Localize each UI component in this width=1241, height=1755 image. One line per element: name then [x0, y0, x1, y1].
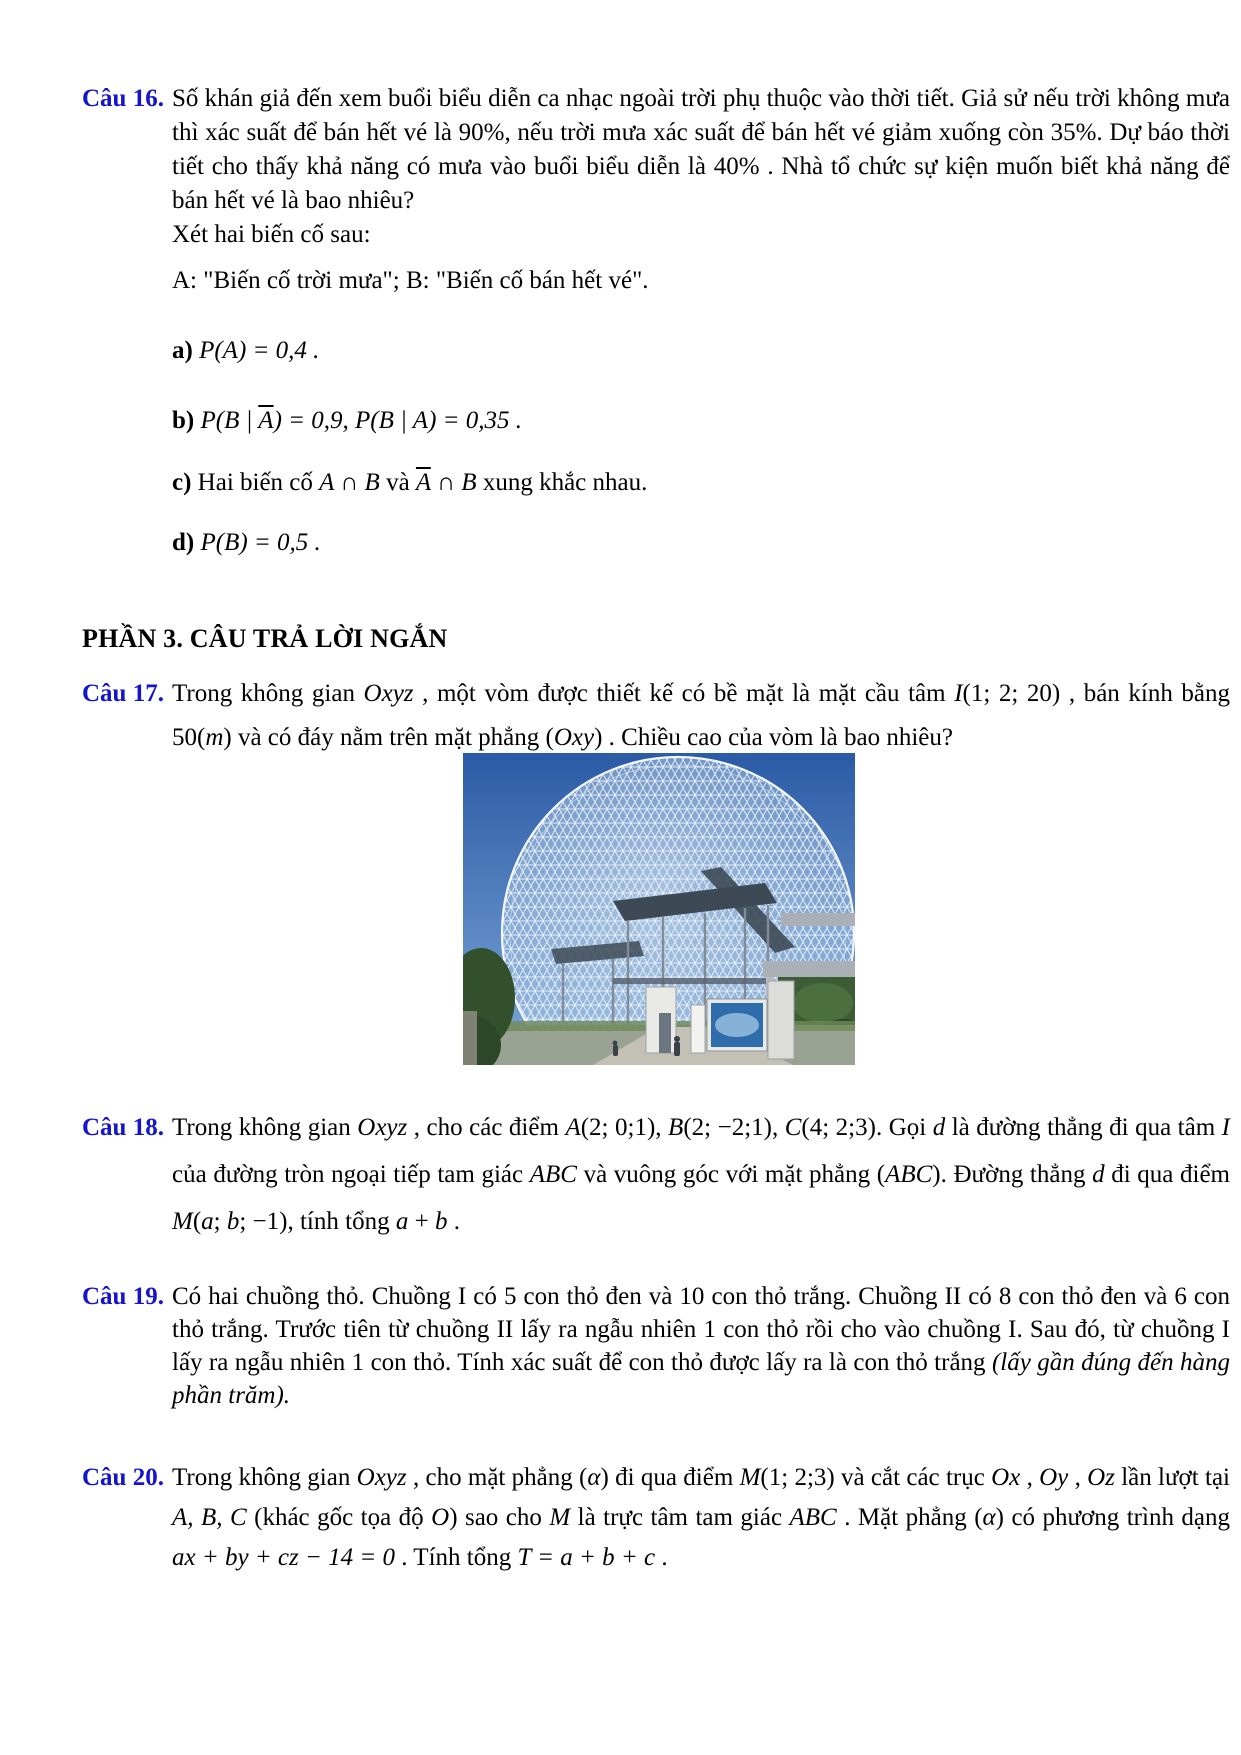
- text-run: Trong không gian: [172, 1114, 358, 1141]
- option-a-label: a): [172, 337, 193, 364]
- text-run: ). Đường thẳng: [932, 1161, 1093, 1188]
- text-run: Có hai chuồng thỏ. Chuồng I có 5 con thỏ đen và 10 con thỏ trắng. Chuồng II có 8 con thỏ đen và 6 con thỏ trắng. Trước tiên từ chuồng II lấy ra ngẫu nhiên 1 con thỏ rồi cho vào chuồng I. Sau đó, từ chuồng I lấy ra ngẫu nhiên 1 con thỏ. Tính xác suất để con thỏ được lấy ra là con thỏ trắng: [172, 1283, 1230, 1376]
- math-run: Ox: [991, 1464, 1021, 1491]
- question-19-content: [172, 1280, 1230, 1412]
- math-run: a: [201, 1208, 214, 1235]
- text-run: ;: [213, 1208, 227, 1235]
- math-run: A ∩ B: [319, 469, 380, 496]
- text-run: ,: [1020, 1464, 1040, 1491]
- math-run: A, B, C: [172, 1504, 247, 1531]
- math-run: ABC: [789, 1504, 837, 1531]
- math-run: ∩ B: [430, 469, 477, 496]
- text-run: , cho mặt phẳng (: [406, 1464, 588, 1491]
- text-run: .: [447, 1208, 460, 1235]
- text-run: . Tính tổng: [395, 1544, 518, 1571]
- text-run: , một vòm được thiết kế có bề mặt là mặt cầu tâm: [413, 680, 955, 707]
- question-17-label: Câu 17.: [82, 680, 164, 707]
- question-17-content: [172, 672, 1230, 760]
- math-run: C: [784, 1114, 802, 1141]
- text-run: và vuông góc với mặt phẳng (: [576, 1161, 886, 1188]
- text-run: ) sao cho: [449, 1504, 550, 1531]
- question-20-label: Câu 20.: [82, 1464, 164, 1491]
- text-run: ) có phương trình dạng: [995, 1504, 1231, 1531]
- text-run: .: [655, 1544, 668, 1571]
- math-run: ax + by + cz − 14 = 0: [172, 1544, 395, 1571]
- biosphere-dome-image: [463, 753, 855, 1065]
- math-run: d: [932, 1114, 946, 1141]
- math-run: A: [565, 1114, 581, 1141]
- math-run: I: [954, 680, 963, 707]
- math-run: P(B) = 0,5 .: [200, 529, 321, 556]
- text-run: ,: [1068, 1464, 1088, 1491]
- overline-run: $\overline{A}$: [258, 407, 274, 434]
- text-run: xung khắc nhau.: [476, 469, 648, 496]
- math-run: B: [668, 1114, 684, 1141]
- text-run: ) đi qua điểm: [600, 1464, 740, 1491]
- math-run: Oxy: [553, 724, 595, 751]
- text-run: , bán kính bằng 50(: [172, 680, 1231, 751]
- question-19-paragraph: [172, 1280, 1230, 1412]
- text-run: là đường thẳng đi qua tâm: [945, 1114, 1222, 1141]
- question-16-paragraph: Số khán giả đến xem buổi biểu diễn ca nhạc ngoài trời phụ thuộc vào thời tiết. Giả sử nếu trời không mưa thì xác suất để bán hết vé là 90%, nếu trời mưa xác suất để bán hết vé giảm xuống còn 35%. Dự báo thời tiết cho thấy khả năng có mưa vào buổi biểu diễn là 40% . Nhà tổ chức sự kiện muốn biết khả năng để bán hết vé là bao nhiêu?: [172, 85, 1230, 214]
- text-run: (: [192, 1208, 202, 1235]
- question-20-content: [172, 1458, 1230, 1578]
- text-run: Trong không gian: [172, 680, 364, 707]
- math-run: Oxyz: [363, 680, 414, 707]
- question-20-paragraph: [172, 1458, 1230, 1578]
- question-16-option-b: [172, 404, 1230, 438]
- text-run: (1; 2;3) và cắt các trục: [760, 1464, 992, 1491]
- text-run: (4; 2;3). Gọi: [801, 1114, 933, 1141]
- option-b-label: b): [172, 407, 195, 434]
- math-run: M: [739, 1464, 761, 1491]
- math-run: α: [982, 1504, 996, 1531]
- question-16-events: A: "Biến cố trời mưa"; B: "Biến cố bán hết vé".: [172, 267, 649, 294]
- picture-sign: [707, 999, 767, 1051]
- text-run: đi qua điểm: [1104, 1161, 1231, 1188]
- math-run: ABC: [529, 1161, 577, 1188]
- math-run: ABC: [885, 1161, 933, 1188]
- question-16-option-c: [172, 466, 1230, 500]
- question-19-label: Câu 19.: [82, 1283, 164, 1310]
- option-c-label: c): [172, 469, 192, 496]
- question-16-intro: Xét hai biến cố sau:: [172, 221, 371, 248]
- question-18-label: Câu 18.: [82, 1114, 164, 1141]
- math-run: Oz: [1087, 1464, 1115, 1491]
- math-run: O: [431, 1504, 450, 1531]
- math-run: m: [205, 724, 224, 751]
- part-3-heading: PHẦN 3. CÂU TRẢ LỜI NGẮN: [82, 624, 448, 653]
- math-run: Oy: [1039, 1464, 1069, 1491]
- text-run: . Mặt phẳng (: [836, 1504, 983, 1531]
- math-run: Oxyz: [356, 1464, 407, 1491]
- overline-run: $\overline{A}$: [415, 469, 431, 496]
- text-run: (2; 0;1),: [580, 1114, 669, 1141]
- math-run: b: [434, 1208, 448, 1235]
- math-run: P(B |: [200, 407, 259, 434]
- math-run: T = a + b + c: [517, 1544, 656, 1571]
- text-run: (2; −2;1),: [683, 1114, 785, 1141]
- math-run: α: [587, 1464, 601, 1491]
- math-run: M: [549, 1504, 571, 1531]
- text-run: là trực tâm tam giác: [570, 1504, 790, 1531]
- question-16-label: Câu 16.: [82, 85, 164, 112]
- question-18-content: [172, 1104, 1230, 1245]
- math-run: P(A) = 0,4 .: [199, 337, 320, 364]
- math-run: b: [226, 1208, 240, 1235]
- italic-note: (lấy gần đúng đến hàng phần trăm).: [172, 1349, 1230, 1409]
- math-run: ) = 0,9, P(B | A) = 0,35 .: [273, 407, 523, 434]
- math-run: d: [1092, 1161, 1105, 1188]
- text-run: (khác gốc tọa độ: [246, 1504, 432, 1531]
- question-16-option-d: [172, 526, 1230, 560]
- text-run: Hai biến cố: [197, 469, 320, 496]
- text-run: lần lượt tại: [1114, 1464, 1230, 1491]
- question-18-paragraph: [172, 1104, 1230, 1245]
- text-run: ) và có đáy nằm trên mặt phẳng (: [223, 724, 554, 751]
- question-16-content: [172, 82, 1230, 560]
- text-run: +: [408, 1208, 435, 1235]
- math-run: Oxyz: [357, 1114, 408, 1141]
- question-16-option-a: [172, 334, 1230, 368]
- math-run: M: [172, 1208, 193, 1235]
- question-17-paragraph: [172, 672, 1230, 760]
- option-d-label: d): [172, 529, 195, 556]
- text-run: Trong không gian: [172, 1464, 357, 1491]
- text-run: ) . Chiều cao của vòm là bao nhiêu?: [594, 724, 953, 751]
- text-run: và: [379, 469, 416, 496]
- text-run: của đường tròn ngoại tiếp tam giác: [172, 1161, 530, 1188]
- text-run: , cho các điểm: [407, 1114, 566, 1141]
- math-run: a: [395, 1208, 409, 1235]
- text-run: (1; 2; 20): [962, 680, 1061, 707]
- text-run: ; −1), tính tổng: [239, 1208, 396, 1235]
- math-run: I: [1221, 1114, 1230, 1141]
